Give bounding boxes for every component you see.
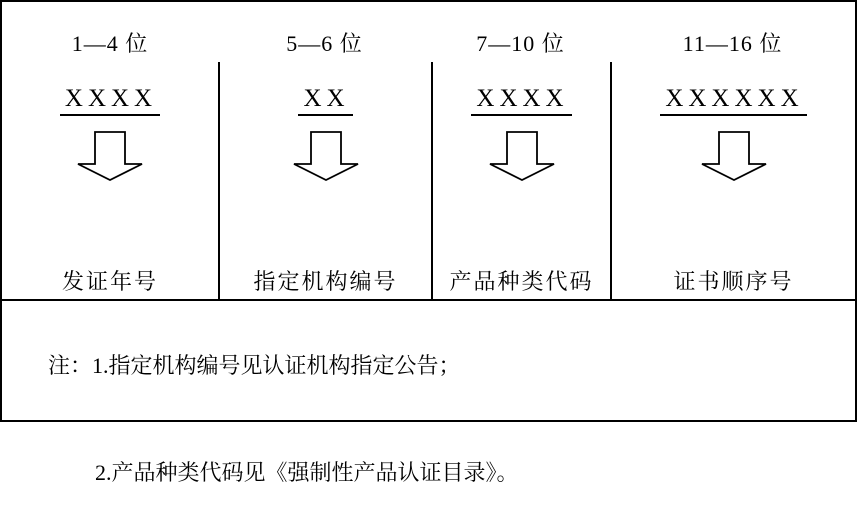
down-arrow-icon (700, 131, 768, 181)
digit-range-label: 1—4 位 (71, 31, 149, 56)
column-product-category (431, 2, 610, 299)
note-line-1 (15, 327, 845, 405)
notes-section (2, 299, 855, 485)
column-meaning-label: 发证年号 (61, 269, 158, 294)
column-body (218, 62, 431, 299)
note-line-2 (15, 434, 845, 512)
digit-range-label: 11—16 位 (682, 31, 783, 56)
note-prefix: 注： (48, 353, 93, 378)
column-body (431, 62, 610, 299)
down-arrow-icon (76, 131, 144, 181)
placeholder-digits: XXXXXX (660, 86, 806, 116)
column-issue-year (2, 2, 218, 299)
column-meaning-label: 指定机构编号 (253, 269, 398, 294)
down-arrow-icon (292, 131, 360, 181)
digit-range-label: 7—10 位 (476, 31, 565, 56)
digit-columns (2, 2, 855, 299)
note-item-2: 2.产品种类代码见《强制性产品认证目录》。 (95, 460, 519, 485)
down-arrow-icon (488, 131, 556, 181)
column-agency-code (218, 2, 431, 299)
column-sequence-number (610, 2, 855, 299)
column-meaning-label: 产品种类代码 (449, 269, 594, 294)
digit-range-label: 5—6 位 (286, 31, 363, 56)
note-item-1: 1.指定机构编号见认证机构指定公告； (92, 353, 461, 378)
placeholder-digits: XXXX (471, 86, 571, 116)
column-body (610, 62, 855, 299)
placeholder-digits: XXXX (60, 86, 160, 116)
column-meaning-label: 证书顺序号 (673, 269, 794, 294)
placeholder-digits: XX (298, 86, 352, 116)
column-body (2, 62, 218, 299)
